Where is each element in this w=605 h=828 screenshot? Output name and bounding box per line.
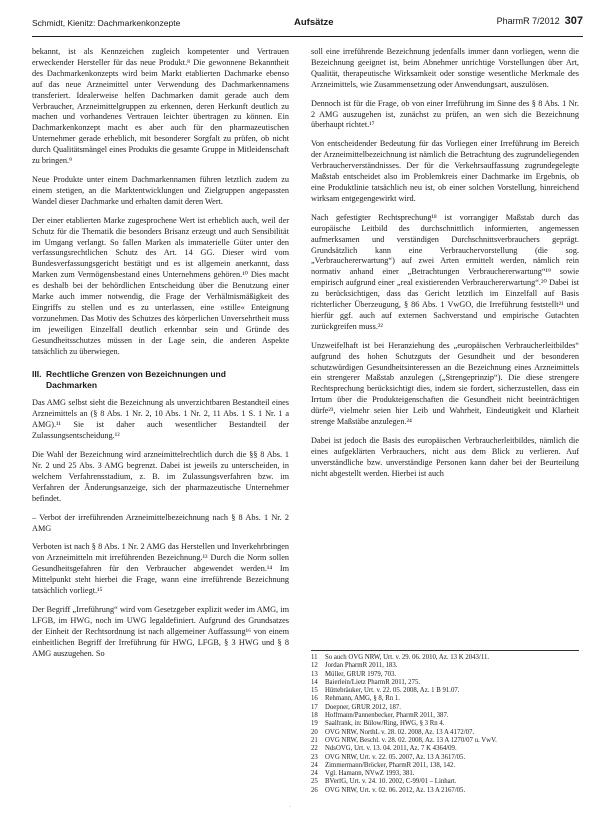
footnote-text: OVG NRW, Urt. v. 02. 06. 2012, Az. 13 A 2167/05. xyxy=(325,786,466,794)
header-section: Aufsätze xyxy=(294,17,334,28)
footnote-text: OVG NRW, NorthL v. 28. 02. 2008, Az. 13 A 4172/07. xyxy=(325,728,475,736)
footnote xyxy=(311,729,579,737)
footnote-text: Müller, GRUR 1979, 703. xyxy=(325,670,397,678)
footnote xyxy=(311,671,579,679)
paragraph: Der Begriff „Irreführung“ wird vom Gesetzgeber explizit weder im AMG, im LFGB, im HWG, noch im UWG legaldefiniert. Aufgrund des Grundsatzes der Einheit der Rechtsordnung ist nach allgemeiner Auffassung¹⁶ von einem einheitlichen Begriff der Irreführung für HWG, LFGB, § 3 HWG und § 8 AMG auszugehen. So xyxy=(32,604,289,658)
footnote-number: 19 xyxy=(311,720,318,728)
footnote-text: Rehmann, AMG, § 8, Rn 1. xyxy=(325,695,400,703)
section-heading xyxy=(32,369,289,391)
paragraph: Nach gefestigter Rechtsprechung¹⁸ ist vorrangiger Maßstab durch das europäische Leitbild des durchschnittlich informierten, angemessen aufmerksamen und verständigen Durchschnittsverbrauchers geprägt. Grundsätzlich kann eine Verbrauchervorstellung (die sog. „Verbrauchererwartung“) auf zwei Arten ermittelt werden, nämlich rein normativ anhand einer „Betrachtungen Verbrauchererwartung“¹⁹ sowie empirisch aufgrund einer „real existierenden Verbrauchererwartung“.²⁰ Dabei ist zu berücksichtigen, dass das Gericht letztlich im Einzelfall auf Basis richterlicher Überzeugung, § 86 Abs. 1 VwGO, die Irreführung feststellt²¹ und hierfür ggf. auch auf externen Sachverstand und empirische Gutachten zurückgreifen muss.²² xyxy=(311,212,579,331)
footnote-text: Baierlein/Lietz PharmR 2011, 275. xyxy=(325,678,421,686)
footnote-text: OVG NRW, Beschl. v. 28. 02. 2008, Az. 13 A 1270/07 u. VwV. xyxy=(325,736,497,744)
footnote-number: 17 xyxy=(311,703,318,711)
footnote xyxy=(311,720,579,728)
footnote-number: 20 xyxy=(311,728,318,736)
section-number: III. xyxy=(32,369,42,380)
footnote-text: Vgl. Hamann, NVwZ 1993, 381. xyxy=(325,770,415,778)
paragraph: Von entscheidender Bedeutung für das Vorliegen einer Irreführung im Bereich der Arzneimittelbezeichnung ist nämlich die Betrachtung des zugrundeliegenden Verbraucherverständnisses. Der für die Verkehrsauffassung zugrundegelegte Maßstab entscheidet also im Problemkreis einer Dachmarke im Ergebnis, ob eine Produktlinie tatsächlich neu ist, ob einer solchen Vorstellung, hinreichend wirksam entgegengewirkt wird. xyxy=(311,139,579,203)
footnote-text: Doepner, GRUR 2012, 187. xyxy=(325,703,401,711)
paragraph: Das AMG selbst sieht die Bezeichnung als unverzichtbaren Bestandteil eines Arzneimittels an (§ 8 Abs. 1 Nr. 2, 10 Abs. 1 Nr. 2, 11 Abs. 1 S. 1 Nr. 1 a AMG).¹¹ Sie ist daher auch wesentlicher Bestandteil der Zulassungsentscheidung.¹² xyxy=(32,398,289,441)
paragraph: Dennoch ist für die Frage, ob von einer Irreführung im Sinne des § 8 Abs. 1 Nr. 2 AMG auszugehen ist, zunächst zu prüfen, an wen sich die Bezeichnung überhaupt richtet.¹⁷ xyxy=(311,98,579,130)
footnote xyxy=(311,679,579,687)
right-column xyxy=(311,47,579,488)
footnote xyxy=(311,687,579,695)
paragraph: bekannt, ist als Kennzeichen zugleich kompetenter und Vertrauen erweckender Hersteller für das neue Produkt.⁸ Die gewonnene Bekanntheit des Dachmarkenkonzepts wird beim Markt etablierten Dachmarke ebenso auf das neue Arzneimittel unter Verwendung des Dachmarkennamens transferiert. Idealerweise helfen Dachmarken damit gerade auch dem Verbraucher, Arzneimittelgruppen zu erkennen, deren Herkunft deutlich zu machen und vorhandenes Vertrauen leichter übertragen zu können. Ein Dachmarkenkonzept macht es aber auch für den pharmazeutischen Unternehmer gerade erheblich, mit besonderer Sorgfalt zu prüfen, ob nicht durch Qualitätsmängel eines Produkts die gesamte Gruppe in Mitleidenschaft zu bringen.⁹ xyxy=(32,47,289,166)
footnote-number: 24 xyxy=(311,770,318,778)
subheading: – Verbot der irreführenden Arzneimittelbezeichnung nach § 8 Abs. 1 Nr. 2 AMG xyxy=(32,512,289,533)
footnote-number: 24 xyxy=(311,761,318,769)
footnote-number: 16 xyxy=(311,695,318,703)
footnote-number: 26 xyxy=(311,786,318,794)
footnote xyxy=(311,745,579,753)
footnote-number: 13 xyxy=(311,670,318,678)
footnote xyxy=(311,754,579,762)
section-title-line2: Dachmarken xyxy=(46,380,98,391)
section-title-line1: Rechtliche Grenzen von Bezeichnungen und xyxy=(46,369,226,380)
footnote xyxy=(311,770,579,778)
footnote-number: 21 xyxy=(311,736,318,744)
footnote-text: So auch OVG NRW, Urt. v. 29. 06. 2010, Az. 13 K 2043/11. xyxy=(325,654,490,661)
running-header xyxy=(32,14,583,37)
footnotes xyxy=(311,650,579,795)
footnote-text: NdsOVG, Urt. v. 13. 04. 2011, Az. 7 K 4364/09. xyxy=(325,745,457,753)
left-column xyxy=(32,47,289,668)
paragraph: Die Wahl der Bezeichnung wird arzneimittelrechtlich durch die §§ 8 Abs. 1 Nr. 2 und 25 Abs. 3 AMG begrenzt. Dabei ist jeweils zu unterscheiden, in welchem Verfahrensstadium, z. B. im Zulassungsverfahren bzw. im Verfahren der Änderungsanzeige, sich der pharmazeutische Unternehmer befindet. xyxy=(32,450,289,503)
footnote xyxy=(311,737,579,745)
paragraph: Verboten ist nach § 8 Abs. 1 Nr. 2 AMG das Herstellen und Inverkehrbringen von Arzneimitteln mit irreführenden Bezeichnung.¹³ Durch die Norm sollen Gesundheitsgefahren für den Verbraucher abgewendet werden.¹⁴ Im Mittelpunkt steht hierbei die Frage, wann eine irreführende Bezeichnung tatsächlich vorliegt.¹⁵ xyxy=(32,542,289,596)
footnote xyxy=(311,778,579,786)
paragraph: Neue Produkte unter einem Dachmarkennamen führen letztlich zudem zu einem stetigen, an die Marktentwicklungen und Zielgruppen angepassten Wandel dieser Dachmarke und erhalten damit deren Wert. xyxy=(32,174,289,206)
footnote-number: 15 xyxy=(311,687,318,695)
journal-issue: PharmR 7/2012 xyxy=(496,16,560,26)
footnote-text: OVG NRW, Urt. v. 22. 05. 2007, Az. 13 A 3617/05. xyxy=(325,753,466,761)
header-authors: Schmidt, Kienitz: Dachmarkenkonzepte xyxy=(32,18,181,28)
footnote xyxy=(311,704,579,712)
footnote xyxy=(311,712,579,720)
footnote-number: 18 xyxy=(311,712,318,720)
header-journal xyxy=(497,15,583,27)
footnote-text: Hüttebräuker, Urt. v. 22. 05. 2008, Az. 1 B 91.07. xyxy=(325,687,460,695)
paragraph: Unzweifelhaft ist bei Heranziehung des „europäischen Verbraucherleitbildes“ aufgrund des hohen Schutzguts der Gesundheit und der besonderen schutzwürdigen Gesundheitsinteressen an die Bezeichnung eines Arzneimittels ein strengerer Maßstab anzulegen („Strengeprinzip“). Die diese strengere Rechtsprechung berücksichtigt dies, indem sie fordert, sicherzustellen, dass ein Irrtum über die Produkteigenschaften die Gesundheit nicht beeinträchtigen dürfe²³, vielmehr seien hier Leib und Wahrheit, Eindeutigkeit und Klarheit strenge Maßstäbe anzulegen.²⁴ xyxy=(311,340,579,427)
footnote-number: 14 xyxy=(311,678,318,686)
footnote-number: 12 xyxy=(311,662,318,670)
footnote-text: BVerfG, Urt. v. 24. 10. 2002, C-99/01 – Linhart. xyxy=(325,778,457,786)
footnote-text: Zimmermann/Bröcker, PharmR 2011, 138, 142. xyxy=(325,761,456,769)
footnote-number: 22 xyxy=(311,745,318,753)
footnote xyxy=(311,787,579,795)
footnote xyxy=(311,762,579,770)
paragraph: Der einer etablierten Marke zugesprochene Wert ist erheblich auch, weil der Schutz für die Thematik die besonders Brisanz erzeugt und auch Sensibilität im Umgang verlangt. So fallen Marken als immaterielle Güter unter den verfassungsrechtlichen Schutz des Art. 14 GG. Dieser wird vom Bundesverfassungsgericht bestätigt und es ist allgemein anerkannt, dass Marken zum Vermögensbestand eines Unternehmens gehören.¹⁰ Dies macht es deshalb bei der behördlichen Entscheidung über die Benutzung einer Marke auch immer notwendig, die Frage der Verhältnismäßigkeit des Eingriffs zu stellen und es zu unterlassen, eine »stille« Enteignung vorzunehmen. Das Motiv des Schutzes des körperlichen Unversehrtheit muss im jeweiligen Einzelfall deutlich erkennbar sein und Gründe des Gesundheitsschutzes müssen in der Lage sein, die anderen Aspekte tatsächlich zu überwiegen. xyxy=(32,215,289,356)
paragraph: soll eine irreführende Bezeichnung jedenfalls immer dann vorliegen, wenn die Bezeichnung geeignet ist, beim Abnehmer unrichtige Vorstellungen über Art, Qualität, therapeutische Wirksamkeit oder sonstige wesentliche Merkmale des Arzneimittels, wie Zusammensetzung oder Anwendungsart, auszulösen. xyxy=(311,47,579,89)
footnote-text: Saalfrank, in: Bülow/Ring, HWG, § 3 Rn 4. xyxy=(325,720,445,728)
footnote xyxy=(311,654,579,662)
footnote-number: 11 xyxy=(311,654,318,661)
footnote-number: 25 xyxy=(311,778,318,786)
footnote xyxy=(311,662,579,670)
page-number: 307 xyxy=(564,15,583,27)
footnote-number: 23 xyxy=(311,753,318,761)
footnote-text: Hoffmann/Pannenbecker, PharmR 2011, 387. xyxy=(325,712,449,720)
paragraph: Dabei ist jedoch die Basis des europäischen Verbraucherleitbildes, nämlich die eines aufgeklärten Verbrauchers, nicht aus dem Blick zu verlieren. Auf unverständliche bzw. unverständige Personen kann daher bei der Beurteilung nicht abgestellt werden. Hierbei ist auch xyxy=(311,436,579,478)
footnote xyxy=(311,695,579,703)
footnote-text: Jordan PharmR 2011, 183. xyxy=(325,662,398,670)
